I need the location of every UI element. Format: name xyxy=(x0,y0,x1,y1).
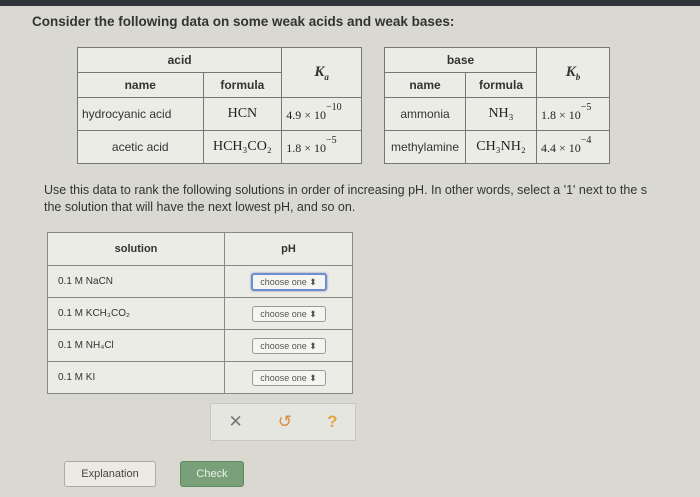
base-name: ammonia xyxy=(385,98,466,131)
base-group-header: base xyxy=(385,48,537,73)
acid-name-header: name xyxy=(78,73,204,98)
rank-select[interactable]: choose one ⬍ xyxy=(251,273,327,291)
check-button[interactable]: Check xyxy=(180,461,244,487)
undo-icon[interactable]: ↺ xyxy=(277,412,293,431)
solution-label: 0.1 M KCH₃CO₂ xyxy=(48,298,225,330)
table-row xyxy=(48,298,353,330)
answer-toolbar xyxy=(210,403,356,441)
rank-select[interactable]: choose one ⬍ xyxy=(252,338,326,354)
ph-header: pH xyxy=(225,233,353,266)
ka-header: $K_a$ xyxy=(282,48,362,98)
explanation-button[interactable]: Explanation xyxy=(64,461,156,487)
table-row xyxy=(78,131,362,164)
table-row xyxy=(48,330,353,362)
base-formula: CH₃NH₂ xyxy=(466,131,537,164)
table-row xyxy=(48,266,353,298)
ranking-table xyxy=(47,232,353,394)
acid-formula: HCH₃CO₂ xyxy=(203,131,282,164)
base-name: methylamine xyxy=(385,131,466,164)
table-row xyxy=(48,362,353,394)
top-bar xyxy=(0,0,700,6)
instructions xyxy=(44,182,700,216)
instructions-line-2: the solution that will have the next lowest pH, and so on. xyxy=(44,200,356,214)
kb-header: $K_b$ xyxy=(537,48,610,98)
base-formula: NH₃ xyxy=(466,98,537,131)
solution-label: 0.1 M NH₄Cl xyxy=(48,330,225,362)
kb-value: $4.4 \times 10^{-4}$ xyxy=(537,131,610,164)
rank-select[interactable]: choose one ⬍ xyxy=(252,306,326,322)
clear-icon[interactable]: ✕ xyxy=(228,412,243,431)
help-icon[interactable]: ? xyxy=(327,412,338,431)
instructions-line-1: Use this data to rank the following solutions in order of increasing pH. In other words, select a '1' next to the s xyxy=(44,183,648,197)
intro-text: Consider the following data on some weak acids and weak bases: xyxy=(32,14,455,29)
acid-table xyxy=(77,47,362,164)
table-row xyxy=(78,98,362,131)
base-table xyxy=(384,47,610,164)
base-name-header: name xyxy=(385,73,466,98)
ka-value: $4.9 \times 10^{-10}$ xyxy=(282,98,362,131)
acid-name: hydrocyanic acid xyxy=(78,98,204,131)
table-row xyxy=(385,98,610,131)
solution-header: solution xyxy=(48,233,225,266)
acid-formula: HCN xyxy=(203,98,282,131)
acid-group-header: acid xyxy=(78,48,282,73)
acid-name: acetic acid xyxy=(78,131,204,164)
acid-formula-header: formula xyxy=(203,73,282,98)
table-row xyxy=(385,131,610,164)
kb-value: $1.8 \times 10^{-5}$ xyxy=(537,98,610,131)
rank-select[interactable]: choose one ⬍ xyxy=(252,370,326,386)
base-formula-header: formula xyxy=(466,73,537,98)
solution-label: 0.1 M KI xyxy=(48,362,225,394)
ka-value: $1.8 \times 10^{-5}$ xyxy=(282,131,362,164)
solution-label: 0.1 M NaCN xyxy=(48,266,225,298)
